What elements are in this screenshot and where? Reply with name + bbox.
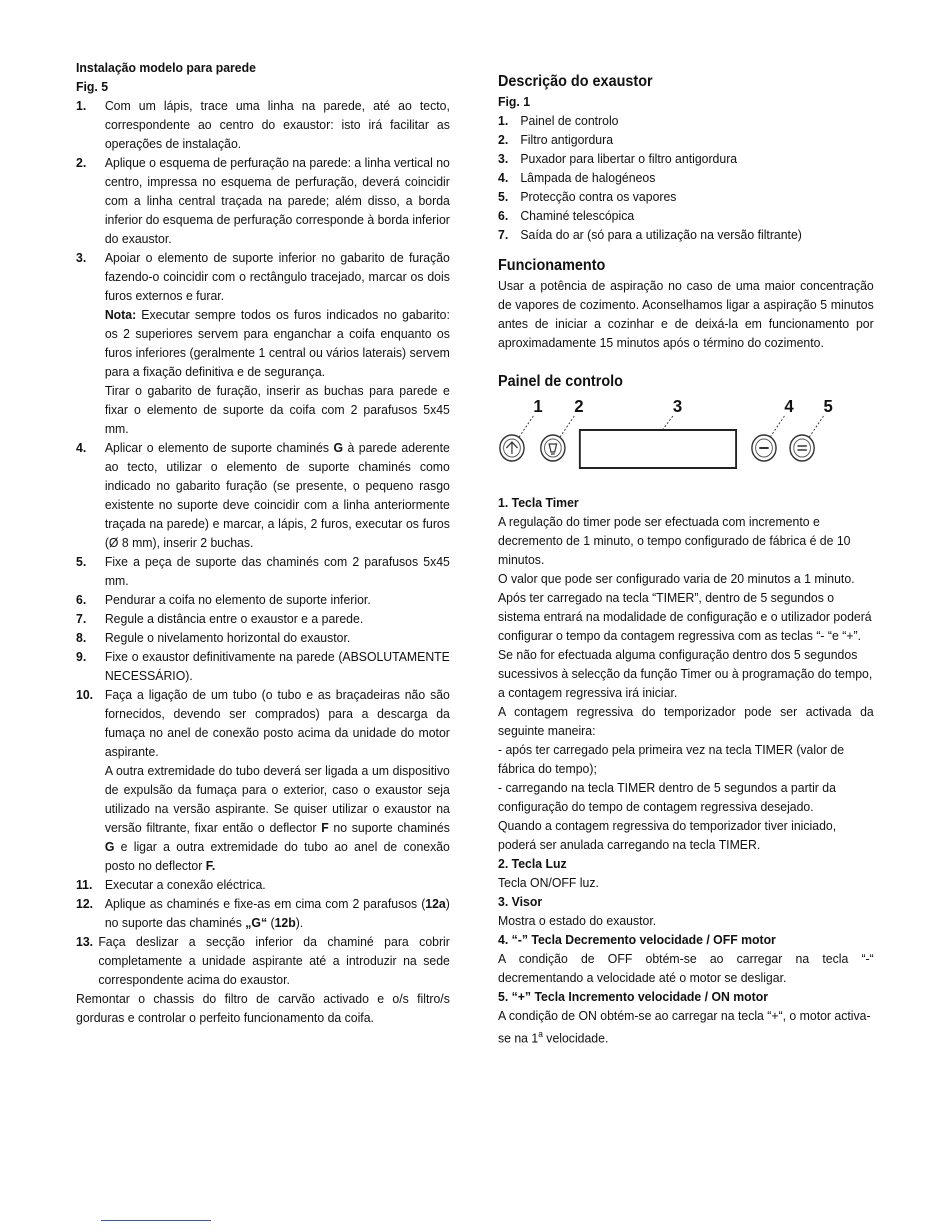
step-text (105, 894, 450, 932)
step-text: Com um lápis, trace uma linha na parede, até ao tecto, correspondente ao centro do exaustor: isto irá facilitar as operações de instalação. (104, 98, 450, 151)
list-item (498, 111, 874, 130)
item-number: 1. (498, 113, 509, 128)
text-part: à parede aderente ao tecto, utilizar o elemento de suporte chaminés como indicado no gabarito furação (se presente, o pequeno rasgo existente no suporte deve coincidir com a linha anteriormente traçada na parede) e marcar, a lápis, 2 furos, executar os furos (Ø 8 mm), inserir 2 buchas. (104, 440, 450, 550)
text-part: A outra extremidade do tubo deverá ser ligada a um dispositivo de expulsão da fumaça para o exterior, caso o exaustor seja utilizado na versão aspirante. Se quiser utilizar o exaustor na versão filtrante, fixar então o deflector (104, 763, 450, 835)
item-text: Chaminé telescópica (520, 208, 635, 223)
text-part: e ligar a outra extremidade do tubo ao anel de conexão posto no deflector (104, 839, 450, 873)
item-text: Filtro antigordura (520, 132, 614, 147)
step-6 (76, 590, 450, 609)
funcionamento-title: Funcionamento (498, 257, 606, 274)
step-text: Pendurar a coifa no elemento de suporte inferior. (104, 592, 371, 607)
step-text: Faça deslizar a secção inferior da chaminé para cobrir completamente a unidade aspirante até a introduzir na sede correspondente acima do exaustor. (98, 934, 450, 987)
step-8 (76, 628, 450, 647)
timer-paragraph: Quando a contagem regressiva do temporizador tiver iniciado, poderá ser anulada carregando na tecla TIMER. (498, 818, 837, 852)
display-window (580, 430, 736, 468)
step-number: 8. (76, 630, 87, 645)
callout-1: 1 (533, 395, 543, 417)
list-item (498, 130, 874, 149)
timer-button-icon (500, 435, 524, 461)
step-text: Regule a distância entre o exaustor e a parede. (104, 611, 364, 626)
plus-title: 5. “+” Tecla Incremento velocidade / ON motor (498, 989, 769, 1004)
text-part: ( (267, 915, 275, 930)
superscript: a (538, 1029, 543, 1039)
item-text: Painel de controlo (520, 113, 619, 128)
step-1 (76, 96, 450, 153)
step-3 (76, 248, 450, 438)
step-text: Fixe a peça de suporte das chaminés com 2 parafusos 5x45 mm. (104, 554, 450, 588)
panel-title: Painel de controlo (498, 373, 623, 390)
step-text: Fixe o exaustor definitivamente na parede (ABSOLUTAMENTE NECESSÁRIO). (104, 649, 450, 683)
timer-paragraph: - após ter carregado pela primeira vez na tecla TIMER (valor de fábrica do tempo); (498, 742, 845, 776)
list-item (498, 206, 874, 225)
step-note (105, 305, 450, 381)
item-number: 2. (498, 132, 509, 147)
step-number: 6. (76, 592, 87, 607)
step-7 (76, 609, 450, 628)
text-part: ). (295, 915, 304, 930)
step-text: Aplique o esquema de perfuração na parede: a linha vertical no centro, impressa no esquema de perfuração, deverá coincidir com a linha central traçada na parede; além disso, a borda inferior do esquema de perfuração corresponde à borda inferior do exaustor. (104, 155, 450, 246)
visor-title: 3. Visor (498, 894, 543, 909)
step-extra: Tirar o gabarito de furação, inserir as buchas para parede e fixar o elemento de suporte da coifa com 2 parafusos 5x45 mm. (104, 383, 450, 436)
step-number: 4. (76, 440, 87, 455)
luz-text: Tecla ON/OFF luz. (498, 875, 599, 890)
step-9 (76, 647, 450, 685)
right-column (498, 72, 874, 1047)
label-g: G (104, 839, 115, 854)
text-part: ) no suporte das chaminés (104, 896, 450, 930)
timer-paragraph: A regulação do timer pode ser efectuada com incremento e decremento de 1 minuto, o tempo configurado de fábrica é de 10 minutos. (498, 514, 851, 567)
luz-title: 2. Tecla Luz (498, 856, 567, 871)
figure-ref: Fig. 5 (76, 79, 109, 94)
step-number: 7. (76, 611, 87, 626)
description-title: Descrição do exaustor (498, 73, 653, 90)
timer-paragraph: - carregando na tecla TIMER dentro de 5 segundos a partir da configuração do tempo de contagem regressiva desejado. (498, 780, 836, 814)
timer-paragraph: O valor que pode ser configurado varia de 20 minutos a 1 minuto. (498, 571, 855, 586)
step-number: 2. (76, 155, 87, 170)
text-part: Aplique as chaminés e fixe-as em cima com 2 parafusos ( (104, 896, 426, 911)
step-11 (76, 875, 450, 894)
item-text: Lâmpada de halogéneos (520, 170, 656, 185)
item-number: 7. (498, 227, 509, 242)
step-number: 9. (76, 649, 87, 664)
label-g: „G“ (245, 915, 268, 930)
ref-12a: 12a (425, 896, 446, 911)
note-text: Executar sempre todos os furos indicados no gabarito: os 2 superiores servem para enganchar a coifa enquanto os furos inferiores (geralmente 1 central ou vários laterais) servem para a fixação definitiva e de segurança. (104, 307, 450, 379)
callout-2: 2 (574, 395, 584, 417)
step-text: Executar a conexão eléctrica. (104, 877, 266, 892)
step-4 (76, 438, 450, 552)
step-number: 13. (76, 934, 94, 949)
timer-title: 1. Tecla Timer (498, 495, 579, 510)
ref-12b: 12b (274, 915, 296, 930)
step-number: 12. (76, 896, 94, 911)
section-title: Instalação modelo para parede (76, 60, 256, 75)
minus-button-icon (752, 435, 776, 461)
list-item (498, 187, 874, 206)
callout-5: 5 (823, 395, 833, 417)
step-text: Apoiar o elemento de suporte inferior no gabarito de furação fazendo-o coincidir com o rectângulo tracejado, marcar os dois furos externos e furar. (104, 250, 450, 303)
plus-text (498, 1006, 874, 1047)
timer-paragraph: Após ter carregado na tecla “TIMER”, dentro de 5 segundos o sistema entrará na modalidade de configuração e o utilizador poderá configurar o tempo da contagem regressiva com as teclas “- “e “+”. Se não for efectuada alguma configuração dentro dos 5 segundos sucessivos à selecção da função Timer ou à programação do tempo, a contagem regressiva irá iniciar. (498, 590, 873, 700)
item-text: Puxador para libertar o filtro antigordura (520, 151, 738, 166)
step-number: 5. (76, 554, 87, 569)
step-13 (76, 932, 450, 989)
label-g: G (333, 440, 344, 455)
step-text (105, 438, 450, 552)
list-item (498, 149, 874, 168)
control-panel-figure (498, 392, 851, 484)
closing-paragraph: Remontar o chassis do filtro de carvão activado e o/s filtro/s gorduras e controlar o perfeito funcionamento da coifa. (76, 991, 450, 1025)
list-item (498, 168, 874, 187)
parts-list (498, 111, 874, 244)
text-part: Aplicar o elemento de suporte chaminés (104, 440, 334, 455)
plus-button-icon (790, 435, 814, 461)
step-text-2 (105, 761, 450, 875)
light-button-icon (541, 435, 565, 461)
text-part: velocidade. (542, 1030, 609, 1046)
callout-3: 3 (672, 395, 683, 417)
control-panel-diagram (498, 392, 851, 484)
text-part: A condição de ON obtém-se ao carregar na tecla “+“, o motor activa-se na 1 (498, 1008, 871, 1046)
note-label: Nota: (104, 307, 137, 322)
item-number: 3. (498, 151, 509, 166)
item-text: Saída do ar (só para a utilização na versão filtrante) (520, 227, 802, 242)
footer-rule (101, 1220, 211, 1221)
list-item (498, 225, 874, 244)
visor-text: Mostra o estado do exaustor. (498, 913, 657, 928)
left-column (76, 58, 450, 1027)
item-text: Protecção contra os vapores (520, 189, 677, 204)
step-number: 11. (76, 877, 93, 892)
callout-4: 4 (784, 395, 794, 417)
step-10 (76, 685, 450, 875)
text-part: no suporte chaminés (328, 820, 450, 835)
item-number: 4. (498, 170, 509, 185)
label-f: F (321, 820, 329, 835)
item-number: 6. (498, 208, 509, 223)
step-number: 3. (76, 250, 87, 265)
step-5 (76, 552, 450, 590)
label-f: F. (205, 858, 216, 873)
step-12 (76, 894, 450, 932)
timer-paragraph: A contagem regressiva do temporizador pode ser activada da seguinte maneira: (498, 704, 874, 738)
step-2 (76, 153, 450, 248)
figure-ref: Fig. 1 (498, 94, 531, 109)
step-number: 1. (76, 98, 87, 113)
step-text: Faça a ligação de um tubo (o tubo e as braçadeiras não são fornecidos, devendo ser comprados) para a descarga da fumaça no anel de conexão posto acima da unidade do motor aspirante. (104, 687, 450, 759)
item-number: 5. (498, 189, 509, 204)
step-number: 10. (76, 687, 94, 702)
minus-title: 4. “-” Tecla Decremento velocidade / OFF motor (498, 932, 776, 947)
funcionamento-text: Usar a potência de aspiração no caso de uma maior concentração de vapores de cozimento. Aconselhamos ligar a aspiração 5 minutos antes de iniciar a cozinhar e de deixá-la em funcionamento por aproximadamente 15 minutos após o término do cozimento. (498, 278, 874, 350)
step-text: Regule o nivelamento horizontal do exaustor. (104, 630, 351, 645)
minus-text: A condição de OFF obtém-se ao carregar na tecla “-“ decrementando a velocidade até o motor se desligar. (498, 951, 874, 985)
